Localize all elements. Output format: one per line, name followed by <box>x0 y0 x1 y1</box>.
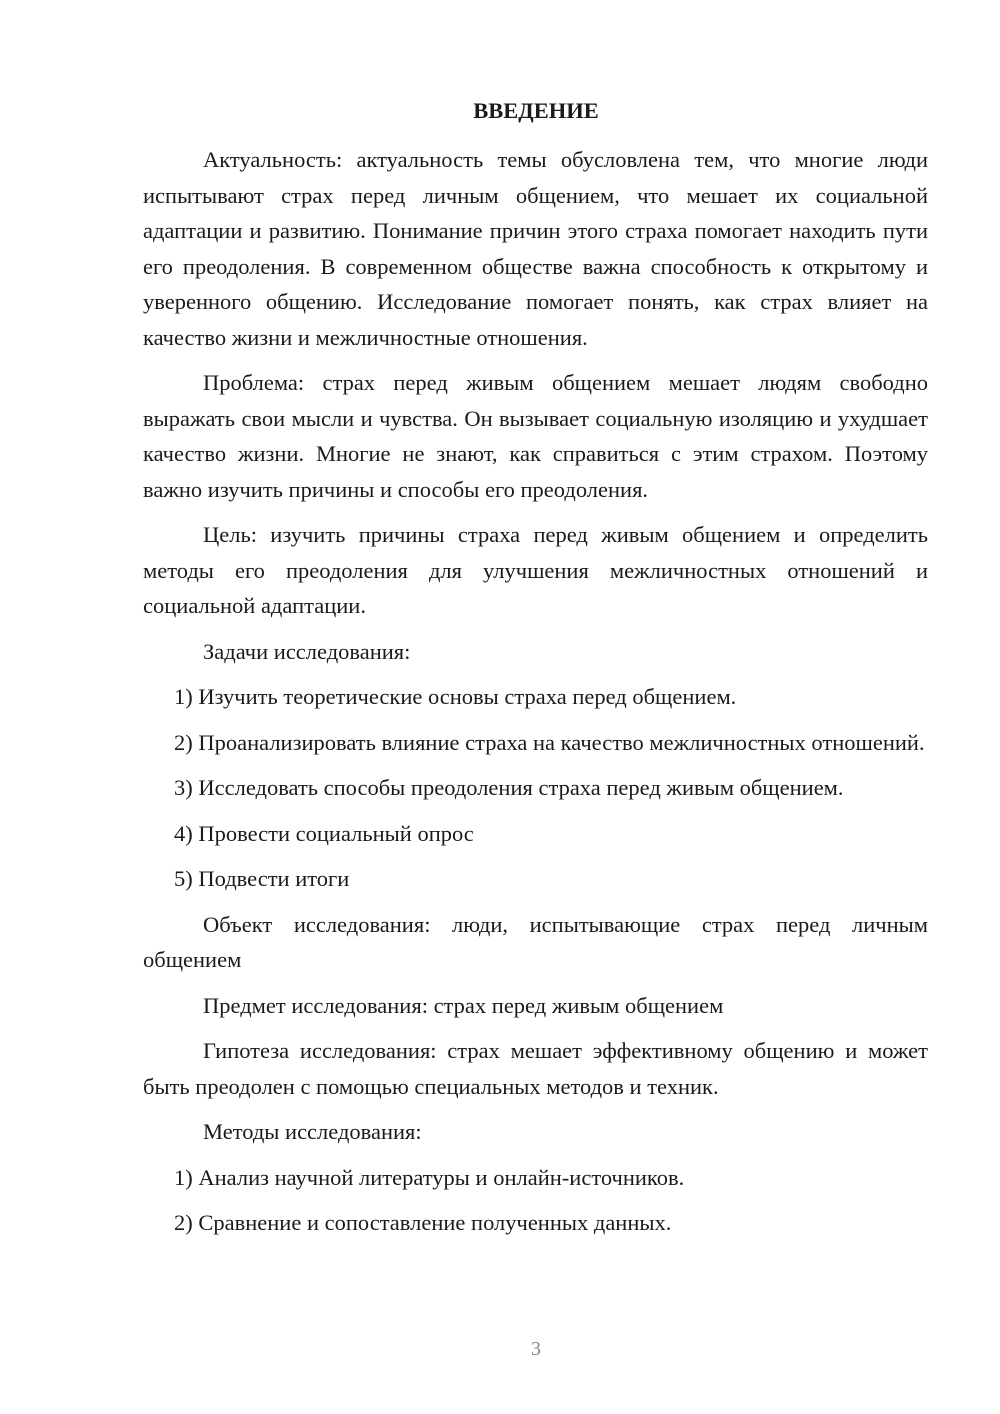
task-item: 3) Исследовать способы преодоления страха перед живым общением. <box>174 775 844 800</box>
page-body <box>143 142 928 1241</box>
task-item: 1) Изучить теоретические основы страха перед общением. <box>174 684 737 709</box>
method-item: 1) Анализ научной литературы и онлайн-источников. <box>174 1164 685 1190</box>
subject-paragraph: Предмет исследования: страх перед живым общением <box>203 992 724 1018</box>
methods-heading: Методы исследования: <box>203 1119 422 1144</box>
tasks-heading: Задачи исследования: <box>203 638 411 664</box>
hypothesis-paragraph: Гипотеза исследования: страх мешает эффективному общению и может быть преодолен с помощью специальных методов и техник. <box>143 1038 928 1099</box>
page-number: 3 <box>531 1338 541 1360</box>
page-title: ВВЕДЕНИЕ <box>473 98 599 123</box>
object-paragraph: Объект исследования: люди, испытывающие страх перед личным общением <box>143 911 928 972</box>
task-item: 5) Подвести итоги <box>174 866 350 891</box>
goal-paragraph: Цель: изучить причины страха перед живым общением и определить методы его преодоления для улучшения межличностных отношений и социальной адаптации. <box>143 522 928 618</box>
task-item: 2) Проанализировать влияние страха на качество межличностных отношений. <box>174 729 925 755</box>
relevance-paragraph: Актуальность: актуальность темы обусловлена тем, что многие люди испытывают страх перед личным общением, что мешает их социальной адаптации и развитию. Понимание причин этого страха помогает находить пути его преодоления. В современном обществе важна способность к открытому и уверенного общению. Исследование помогает понять, как страх влияет на качество жизни и межличностные отношения. <box>143 147 928 350</box>
method-item: 2) Сравнение и сопоставление полученных данных. <box>174 1210 672 1235</box>
problem-paragraph: Проблема: страх перед живым общением мешает людям свободно выражать свои мысли и чувства. Он вызывает социальную изоляцию и ухудшает качество жизни. Многие не знают, как справиться с этим страхом. Поэтому важно изучить причины и способы его преодоления. <box>143 370 928 502</box>
task-item: 4) Провести социальный опрос <box>174 820 474 846</box>
